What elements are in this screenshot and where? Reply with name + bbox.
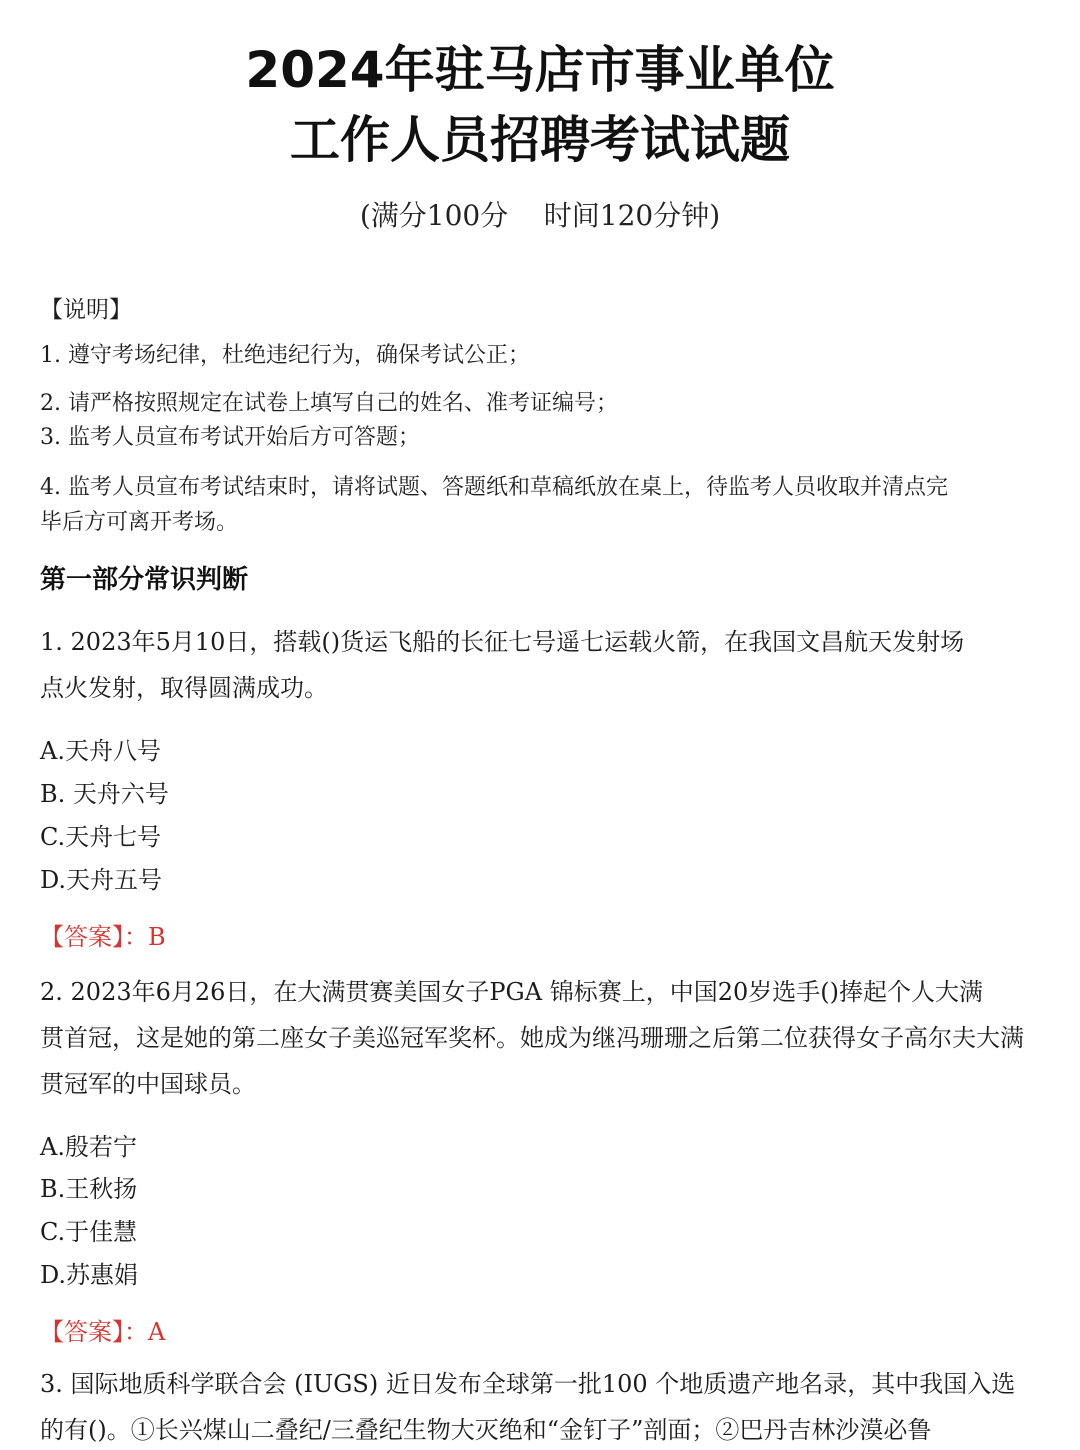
instruction-item-2: 2. 请严格按照规定在试卷上填写自己的姓名、准考证编号；: [40, 391, 618, 416]
question-3-text: 3. 国际地质科学联合会 (IUGS) 近日发布全球第一批100 个地质遗产地名录，其中我国入选: [40, 1370, 1016, 1398]
instruction-item-1: 1. 遵守考场纪律，杜绝违纪行为，确保考试公正；: [40, 343, 530, 368]
question-2-option-c: C.于佳慧: [40, 1218, 138, 1246]
exam-title-line-1: 2024年驻马店市事业单位: [245, 41, 835, 99]
question-2-option-a: A.殷若宁: [40, 1133, 137, 1161]
answer-value: A: [148, 1318, 166, 1346]
answer-separator: ：: [124, 923, 148, 951]
answer-value: B: [148, 923, 166, 951]
question-1-option-a: A.天舟八号: [40, 737, 161, 765]
question-2-text: 2. 2023年6月26日，在大满贯赛美国女子PGA 锦标赛上，中国20岁选手()捧起个人大满: [40, 978, 983, 1006]
instruction-item-4: 4. 监考人员宣布考试结束时，请将试题、答题纸和草稿纸放在桌上，待监考人员收取并清点完: [40, 475, 948, 500]
answer-label: 【答案】: [40, 1318, 124, 1346]
question-2-answer: [40, 1313, 1040, 1351]
question-2-text-continued: 贯首冠，这是她的第二座女子美巡冠军奖杯。她成为继冯珊珊之后第二位获得女子高尔夫大满: [40, 1024, 1024, 1052]
question-1-option-c: C.天舟七号: [40, 823, 162, 851]
exam-subtitle: (满分100分 时间120分钟): [359, 199, 721, 232]
section-title: 第一部分常识判断: [40, 565, 249, 595]
question-1-option-d: D.天舟五号: [40, 866, 163, 894]
question-2-text-continued-2: 贯冠军的中国球员。: [40, 1070, 256, 1098]
question-1-answer: [40, 918, 1040, 956]
question-1-text: 1. 2023年5月10日，搭载()货运飞船的长征七号遥七运载火箭，在我国文昌航天发射场: [40, 628, 965, 656]
answer-label: 【答案】: [40, 923, 124, 951]
instruction-item-3: 3. 监考人员宣布考试开始后方可答题；: [40, 425, 420, 450]
instructions-label: 【说明】: [40, 297, 132, 323]
question-2-option-b: B.王秋扬: [40, 1175, 138, 1203]
exam-title-line-2: 工作人员招聘考试试题: [290, 111, 790, 169]
question-2-option-d: D.苏惠娟: [40, 1261, 139, 1289]
instruction-item-4-continued: 毕后方可离开考场。: [40, 510, 239, 535]
answer-separator: ：: [124, 1318, 148, 1346]
question-1-option-b: B. 天舟六号: [40, 780, 169, 808]
question-3-text-continued: 的有()。①长兴煤山二叠纪/三叠纪生物大灭绝和“金钉子”剖面；②巴丹吉林沙漠必鲁: [40, 1416, 932, 1444]
question-1-text-continued: 点火发射，取得圆满成功。: [40, 674, 328, 702]
